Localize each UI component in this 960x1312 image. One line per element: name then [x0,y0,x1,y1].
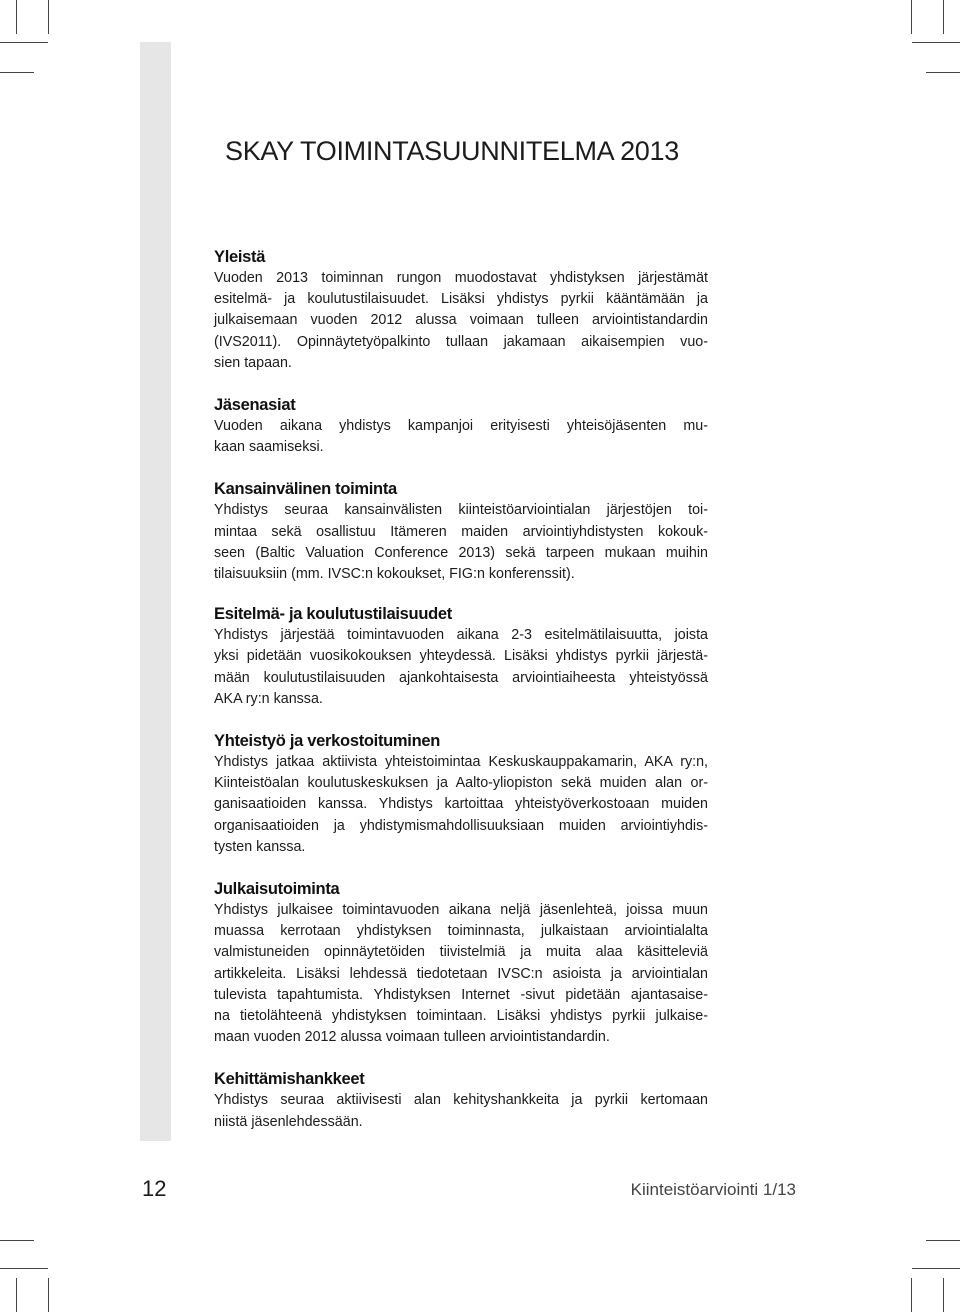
crop-mark [912,42,960,43]
paragraph-line: ganisaatioiden kanssa. Yhdistys kartoittaa yhteistyöverkostoaan muiden [214,796,708,813]
section-kehittamishankkeet [214,1068,708,1132]
paragraph-line: sien tapaan. [214,354,292,371]
paragraph-line: na tietolähteenä yhdistyksen toimintaan. Lisäksi yhdistys pyrkii julkaise- [214,1008,708,1025]
crop-mark [0,1240,34,1241]
paragraph-line: Yhdistys julkaisee toimintavuoden aikana neljä jäsenlehteä, joissa muun [214,902,708,919]
page-number: 12 [142,1176,167,1201]
paragraph-line: tulevista tapahtumista. Yhdistyksen Internet -sivut pidetään ajantasaise- [214,986,708,1003]
crop-mark [0,42,48,43]
paragraph-line: esitelmä- ja koulutustilaisuudet. Lisäksi yhdistys pyrkii kääntämään ja [214,291,708,308]
section-heading: Jäsenasiat [214,396,296,415]
crop-mark [0,72,34,73]
paragraph-line: tysten kanssa. [214,838,306,855]
section-heading: Kansainvälinen toiminta [214,480,397,499]
section-kansainvalinen-toiminta [214,478,708,585]
publication-title: Kiinteistöarviointi 1/13 [630,1180,796,1199]
decorative-side-bar [140,42,171,1141]
section-yleista [214,246,708,374]
article-body [214,246,708,1133]
paragraph-line: julkaisemaan vuoden 2012 alussa voimaan tulleen arviointistandardin [214,312,708,329]
crop-mark [943,0,944,34]
section-heading: Yhteistyö ja verkostoituminen [214,732,441,751]
section-heading: Yleistä [214,248,266,266]
paragraph-line: (IVS2011). Opinnäytetyöpalkinto tullaan jakamaan aikaisempien vuo- [214,333,708,350]
paragraph-line: yksi pidetään vuosikokouksen yhteydessä. Lisäksi yhdistys pyrkii järjestä- [214,648,708,665]
paragraph-line: artikkeleita. Lisäksi lehdessä tiedotetaan IVSC:n asioista ja arviointialan [214,965,708,982]
section-heading: Julkaisutoiminta [214,880,340,899]
section-heading: Esitelmä- ja koulutustilaisuudet [214,605,452,624]
page-title: SKAY TOIMINTASUUNNITELMA 2013 [225,136,679,166]
section-heading: Kehittämishankkeet [214,1070,365,1089]
section-esitelma-ja-koulutustilaisuudet [214,603,708,710]
paragraph-line: Vuoden 2013 toiminnan rungon muodostavat yhdistyksen järjestämät [214,270,708,286]
paragraph-line: niistä jäsenlehdessään. [214,1113,363,1130]
crop-mark [911,0,912,34]
section-yhteistyo-ja-verkostoituminen [214,730,708,858]
paragraph-line: seen (Baltic Valuation Conference 2013) sekä tarpeen mukaan muihin [214,544,708,561]
paragraph-line: kaan saamiseksi. [214,439,324,456]
crop-mark [926,72,960,73]
paragraph-line: Vuoden aikana yhdistys kampanjoi erityisesti yhteisöjäsenten mu- [214,418,708,435]
paragraph-line: Yhdistys seuraa aktiivisesti alan kehityshankkeita ja pyrkii kertomaan [214,1092,708,1109]
section-jasenasiat [214,394,708,458]
crop-mark [16,0,17,34]
crop-mark [48,1278,49,1312]
paragraph-line: Kiinteistöalan koulutuskeskuksen ja Aalto-yliopiston sekä muiden alan or- [214,775,708,792]
paragraph-line: mään koulutustilaisuuden ajankohtaisesta arviointiaiheesta yhteistyössä [214,669,708,686]
crop-mark [16,1278,17,1312]
crop-mark [926,1240,960,1241]
paragraph-line: muassa kerrotaan yhdistyksen toiminnasta, julkaistaan arviointialalta [214,923,708,940]
paragraph-line: valmistuneiden opinnäytetöiden tiivistelmiä ja muita alaa käsitteleviä [214,944,708,961]
paragraph-line: Yhdistys seuraa kansainvälisten kiinteistöarviointialan järjestöjen toi- [214,502,708,519]
paragraph-line: Yhdistys jatkaa aktiivista yhteistoimintaa Keskuskauppakamarin, AKA ry:n, [214,754,708,771]
paragraph-line: AKA ry:n kanssa. [214,690,323,707]
section-julkaisutoiminta [214,878,708,1048]
paragraph-line: mintaa sekä osallistuu Itämeren maiden arviointiyhdistysten kokouk- [214,523,708,540]
paragraph-line: maan vuoden 2012 alussa voimaan tulleen arviointistandardin. [214,1029,610,1046]
crop-mark [943,1278,944,1312]
crop-mark [48,0,49,34]
paragraph-line: tilaisuuksiin (mm. IVSC:n kokoukset, FIG:n konferenssit). [214,566,575,583]
paragraph-line: organisaatioiden ja yhdistymismahdollisuuksiaan muiden arviointiyhdis- [214,817,708,834]
crop-mark [0,1268,48,1269]
crop-mark [911,1278,912,1312]
crop-mark [912,1268,960,1269]
paragraph-line: Yhdistys järjestää toimintavuoden aikana 2-3 esitelmätilaisuutta, joista [214,627,708,644]
